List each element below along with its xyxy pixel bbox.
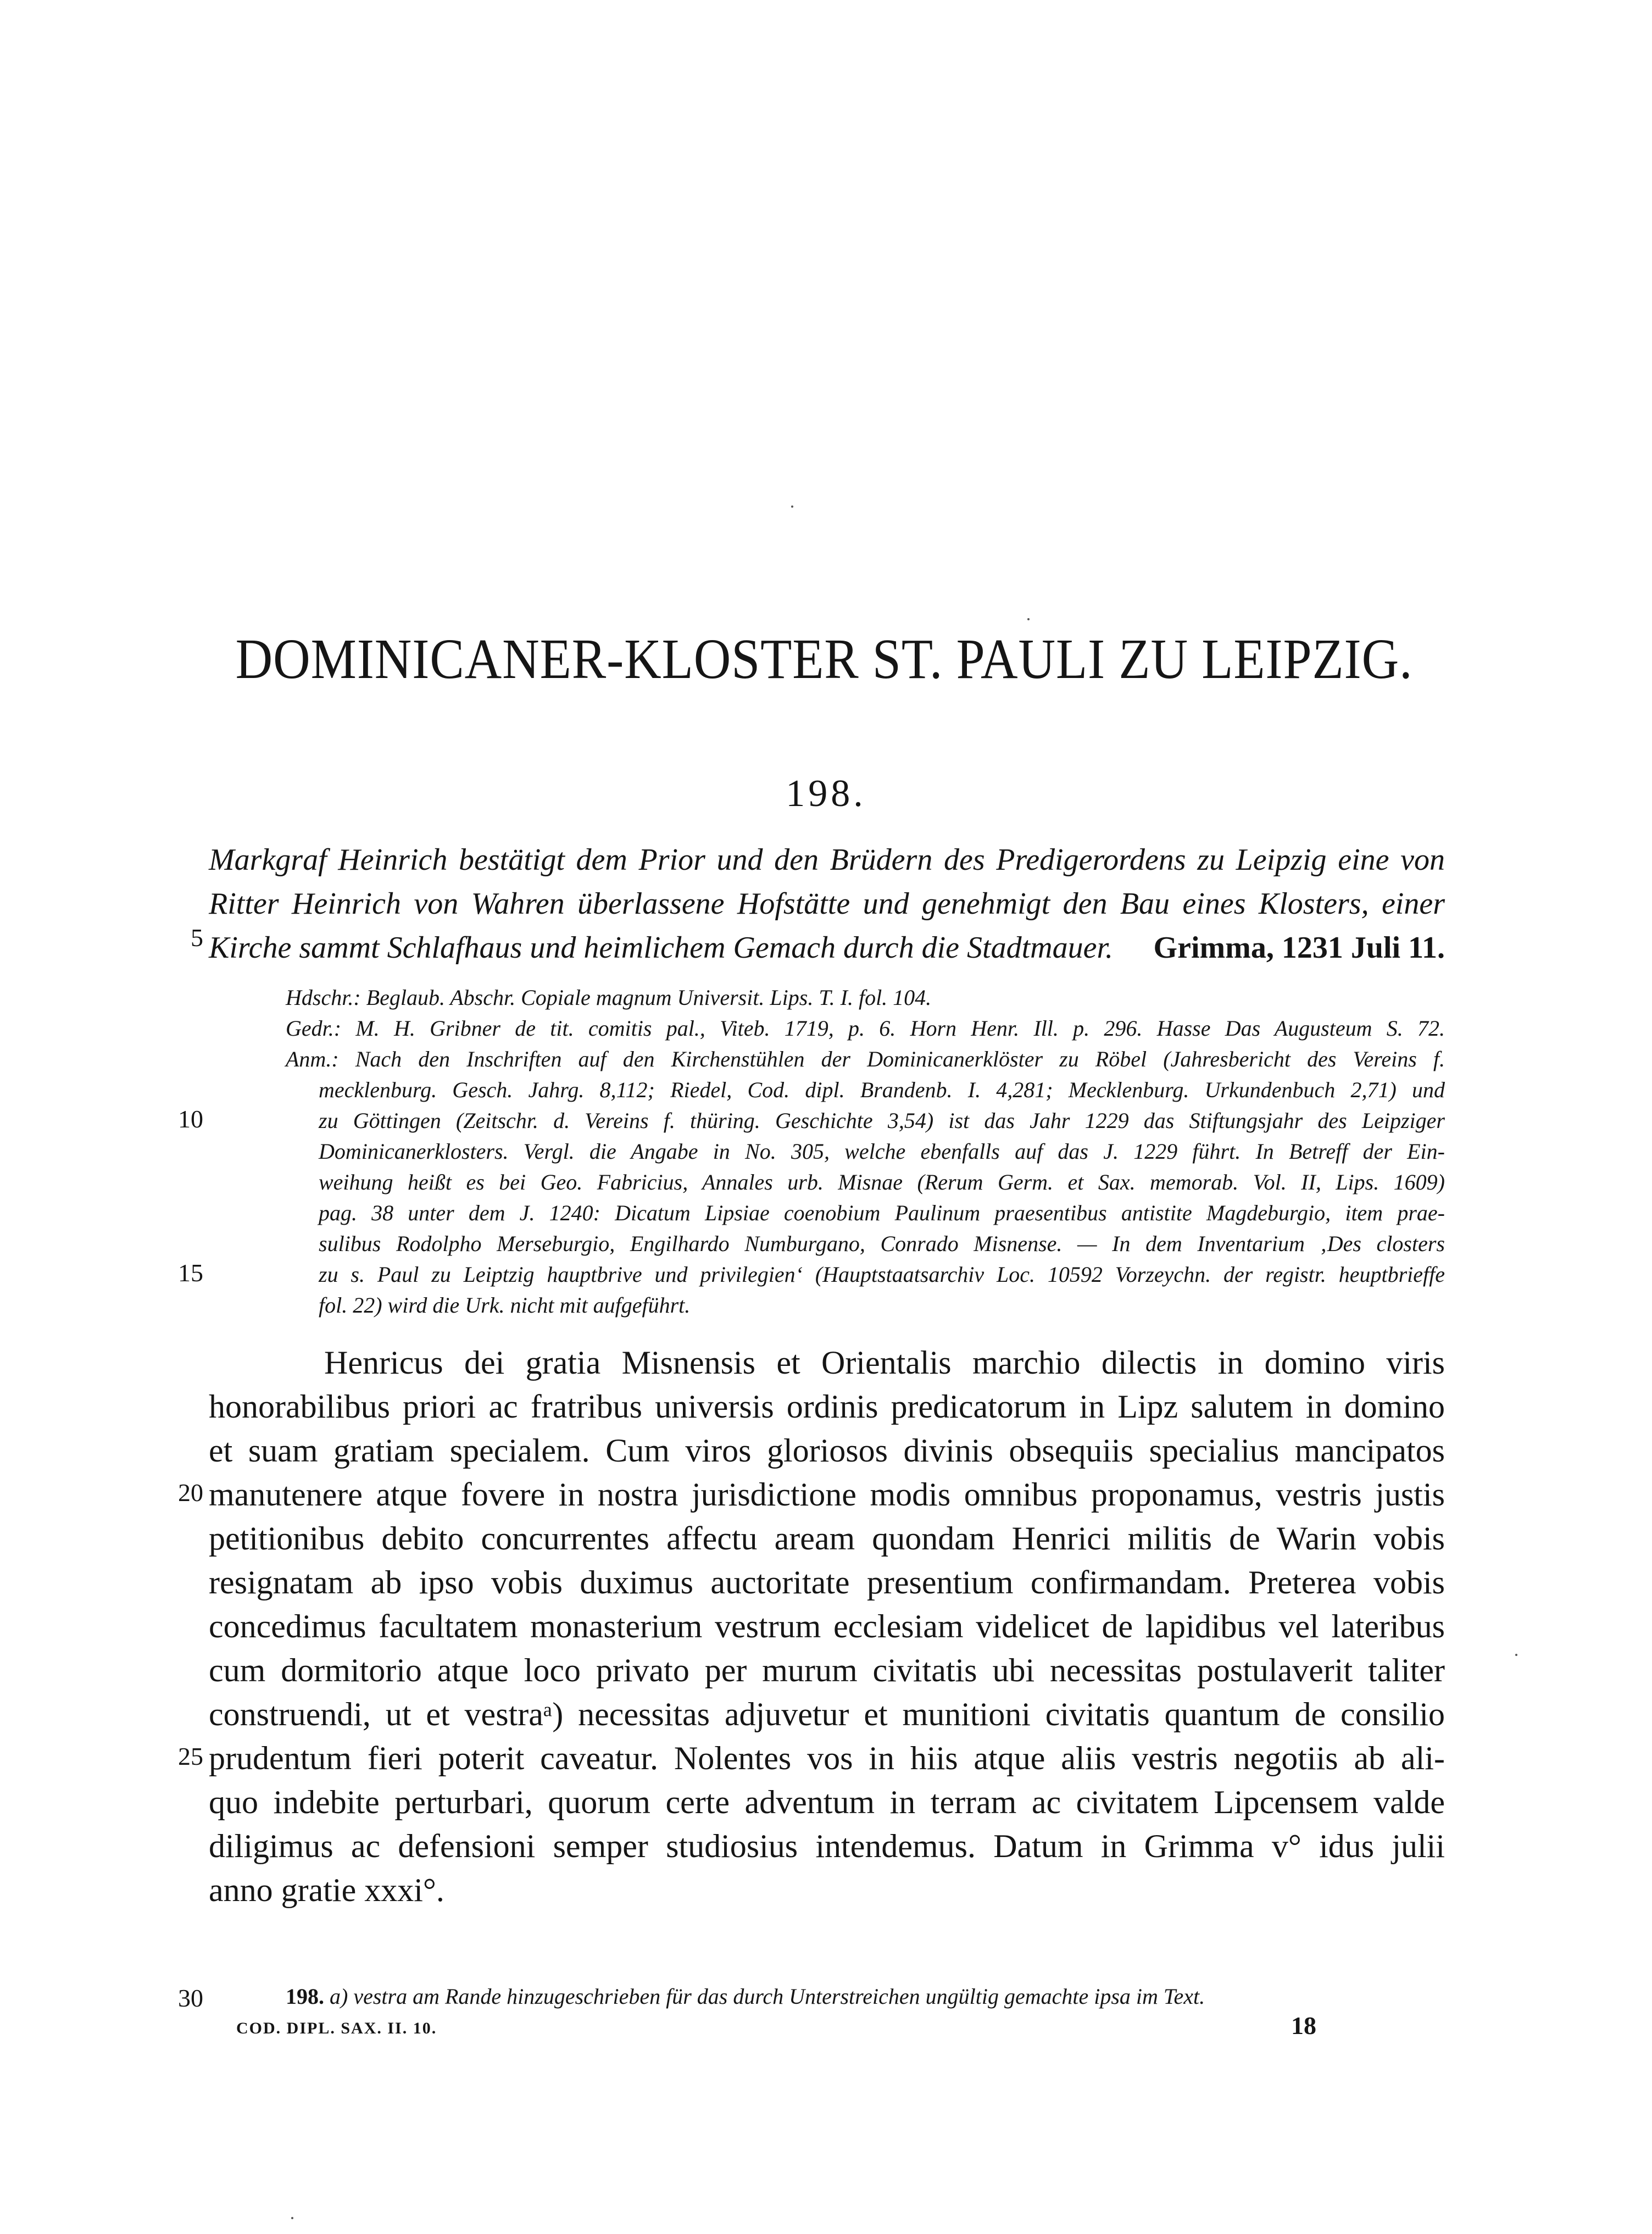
note-line: zu Göttingen (Zeitschr. d. Vereins f. thüring. Geschichte 3,54) ist das Jahr 1229 das Stiftungsjahr des Leipziger	[319, 1108, 1445, 1133]
place-date: Grimma, 1231 Juli 11.	[1153, 931, 1445, 965]
line-number: 25	[178, 1742, 203, 1770]
text-line: construendi, ut et vestraᵃ) necessitas adjuvetur et munitioni civitatis quantum de consilio	[209, 1696, 1445, 1732]
regest-line: Ritter Heinrich von Wahren überlassene Hofstätte und genehmigt den Bau eines Klosters, einer	[209, 887, 1445, 921]
note-line: Dominicanerklosters. Vergl. die Angabe in No. 305, welche ebenfalls auf das J. 1229 führt. In Betreff der Ein-	[319, 1139, 1445, 1164]
footnote-text: a) vestra am Rande hinzugeschrieben für das durch Unterstreichen ungültig gemachte ipsa im Text.	[330, 1984, 1205, 2009]
note-line: sulibus Rodolpho Merseburgio, Engilhardo Numburgano, Conrado Misnense. — In dem Inventarium ‚Des closters	[319, 1231, 1445, 1256]
line-number: 10	[178, 1105, 203, 1133]
note-line: pag. 38 unter dem J. 1240: Dicatum Lipsiae coenobium Paulinum praesentibus antistite Magdeburgio, item prae-	[319, 1201, 1445, 1225]
text-line: manutenere atque fovere in nostra jurisdictione modis omnibus proponamus, vestris justis	[209, 1476, 1445, 1513]
footnote	[286, 1983, 1445, 2009]
line-number: 20	[178, 1479, 203, 1507]
footnote-ref: 198.	[286, 1984, 324, 2009]
regest	[209, 838, 1445, 970]
regest-line: Markgraf Heinrich bestätigt dem Prior und den Brüdern des Predigerordens zu Leipzig eine von	[209, 843, 1445, 877]
note-line: zu s. Paul zu Leiptzig hauptbrive und privilegien‘ (Hauptstaatsarchiv Loc. 10592 Vorzeychn. der registr. heuptbrieffe	[319, 1262, 1445, 1287]
speck	[1515, 1654, 1517, 1656]
charter-text	[209, 1341, 1445, 1912]
text-line: anno gratie xxxi°.	[209, 1872, 444, 1908]
printer-signature: COD. DIPL. SAX. II. 10.	[236, 2019, 437, 2037]
text-line: honorabilibus priori ac fratribus universis ordinis predicatorum in Lipz salutem in domino	[209, 1388, 1445, 1425]
note-line: weihung heißt es bei Geo. Fabricius, Annales urb. Misnae (Rerum Germ. et Sax. memorab. Vol. II, Lips. 1609)	[319, 1170, 1445, 1194]
text-line: et suam gratiam specialem. Cum viros gloriosos divinis obsequiis specialius mancipatos	[209, 1432, 1445, 1469]
note-line: Hdschr.: Beglaub. Abschr. Copiale magnum Universit. Lips. T. I. fol. 104.	[286, 985, 932, 1010]
note-line: Gedr.: M. H. Gribner de tit. comitis pal., Viteb. 1719, p. 6. Horn Henr. Ill. p. 296. Hasse Das Augusteum S. 72.	[286, 1016, 1445, 1041]
text-line: diligimus ac defensioni semper studiosius intendemus. Datum in Grimma v° idus julii	[209, 1828, 1445, 1864]
text-line: cum dormitorio atque loco privato per murum civitatis ubi necessitas postulaverit taliter	[209, 1652, 1445, 1688]
line-number: 5	[191, 924, 203, 952]
text-line: concedimus facultatem monasterium vestrum ecclesiam videlicet de lapidibus vel lateribus	[209, 1608, 1445, 1644]
source-notes	[286, 982, 1445, 1321]
note-line: fol. 22) wird die Urk. nicht mit aufgeführt.	[319, 1293, 691, 1318]
document-number: 198.	[786, 773, 866, 815]
page-title: DOMINICANER-KLOSTER ST. PAULI ZU LEIPZIG.	[235, 627, 1413, 691]
text-line: resignatam ab ipso vobis duximus auctoritate presentium confirmandam. Preterea vobis	[209, 1564, 1445, 1601]
regest-line	[209, 926, 1445, 970]
text-line: prudentum fieri poterit caveatur. Nolentes vos in hiis atque aliis vestris negotiis ab ali-	[209, 1740, 1445, 1776]
regest-line-text: Kirche sammt Schlafhaus und heimlichem Gemach durch die Stadtmauer.	[209, 931, 1114, 965]
note-line: mecklenburg. Gesch. Jahrg. 8,112; Riedel, Cod. dipl. Brandenb. I. 4,281; Mecklenburg. Urkundenbuch 2,71) und	[319, 1077, 1445, 1102]
speck	[1027, 618, 1030, 620]
line-number: 30	[178, 1984, 203, 2012]
speck	[791, 505, 793, 508]
line-number: 15	[178, 1259, 203, 1287]
note-line: Anm.: Nach den Inschriften auf den Kirchenstühlen der Dominicanerklöster zu Röbel (Jahresbericht des Vereins f.	[286, 1047, 1445, 1071]
text-line: petitionibus debito concurrentes affectu aream quondam Henrici militis de Warin vobis	[209, 1520, 1445, 1557]
text-line: Henricus dei gratia Misnensis et Orientalis marchio dilectis in domino viris	[324, 1344, 1445, 1381]
speck	[291, 2217, 293, 2219]
page-number: 18	[1291, 2011, 1316, 2040]
text-line: quo indebite perturbari, quorum certe adventum in terram ac civitatem Lipcensem valde	[209, 1784, 1445, 1820]
